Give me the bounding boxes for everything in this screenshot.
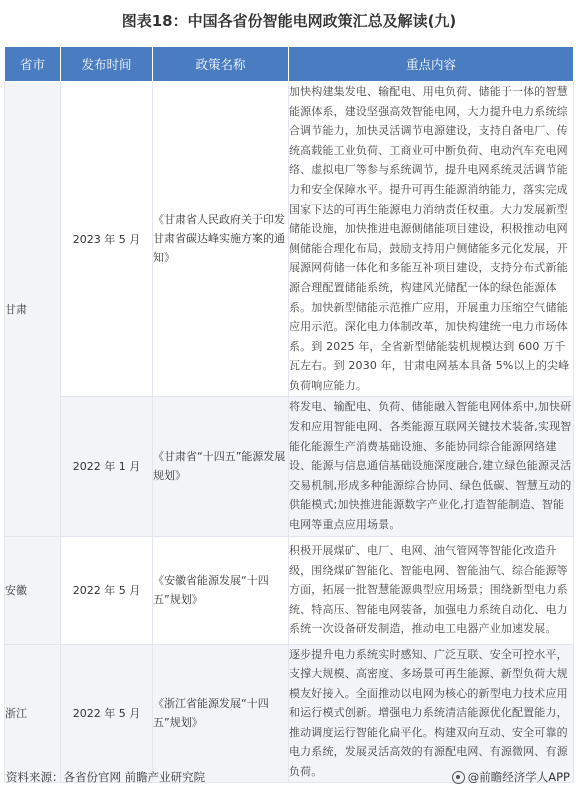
column-header-province: 省市 [5,47,61,82]
column-header-content: 重点内容 [289,47,574,82]
column-header-policy: 政策名称 [153,47,289,82]
camera-icon [452,771,465,784]
province-cell: 甘肃 [5,82,61,537]
date-cell: 2023 年 5 月 [61,82,153,397]
date-cell: 2022 年 5 月 [61,536,153,644]
content-cell: 积极开展煤矿、电厂、电网、油气管网等智能化改造升级，围绕煤矿智能化、智能电网、智能油气、综合能源等方面，拓展一批智慧能源典型应用场景；围绕新型电力系统、特高压、智能电网装备，加强电力系统自动化、电力系统一次设备研发制造，推动电工电器产业加速发展。 [289,536,574,644]
table-header-row [5,47,574,82]
policy-name-cell: 《安徽省能源发展“十四五”规划》 [153,536,289,644]
brand-label: @前瞻经济学人APP [467,770,570,784]
table-row [5,82,574,397]
province-cell: 安徽 [5,536,61,644]
column-header-date: 发布时间 [61,47,153,82]
date-cell: 2022 年 5 月 [61,644,153,782]
date-cell: 2022 年 1 月 [61,396,153,536]
source-note: 资料来源：各省份官网 前瞻产业研究院 [6,770,206,784]
content-cell: 逐步提升电力系统实时感知、广泛互联、安全可控水平，支撑大规模、高密度、多场景可再生能源、新型负荷大规模友好接入。全面推动以电网为核心的新型电力技术应用和运行模式创新。增强电力系统清洁能源优化配置能力，推动调度运行智能化扁平化。构建双向互动、安全可靠的电力系统，发展灵活高效的有源配电网、有源微网、有源负荷。 [289,644,574,782]
brand-credit [452,769,570,785]
page-title: 图表18：中国各省份智能电网政策汇总及解读(九) [121,12,457,30]
content-cell: 加快构建集发电、输配电、用电负荷、储能于一体的智慧能源体系，建设坚强高效智能电网，大力提升电力系统综合调节能力，加快灵活调节电源建设，支持自备电厂、传统高载能工业负荷、工商业可中断负荷、电动汽车充电网络、虚拟电厂等参与系统调节，提升电网系统灵活调节能力和安全保障水平。提升可再生能源消纳能力，落实完成国家下达的可再生能源电力消纳责任权重。大力发展新型储能设施，加快推进电源侧储能项目建设，积极推动电网侧储能合理化布局，鼓励支持用户侧储能多元化发展，开展源网荷储一体化和多能互补项目建设，支持分布式新能源合理配置储能系统，构建风光储配一体的绿色能源体系。加快新型储能示范推广应用，开展重力压缩空气储能应用示范。深化电力体制改革，加快构建统一电力市场体系。到 2025 年，全省新型储能装机规模达到 600 万千瓦左右。到 2030 年，甘肃电网基本具备 5%以上的尖峰负荷响应能力。 [289,82,574,397]
table-row [5,644,574,782]
policy-name-cell: 《甘肃省人民政府关于印发甘肃省碳达峰实施方案的通知》 [153,82,289,397]
table-row [5,536,574,644]
policy-table [4,46,574,783]
policy-name-cell: 《甘肃省“十四五”能源发展规划》 [153,396,289,536]
table-row [5,396,574,536]
policy-name-cell: 《浙江省能源发展“十四五”规划》 [153,644,289,782]
province-cell: 浙江 [5,644,61,782]
content-cell: 将发电、输配电、负荷、储能融入智能电网体系中,加快研发和应用智能电网、各类能源互联网关键技术装备,实现智能化能源生产消费基础设施、多能协同综合能源网络建设、能源与信息通信基础设施深度融合,建立绿色能源灵活交易机制,形成多种能源综合协同、绿色低碳、智慧互动的供能模式;加快推进能源数字产业化,打造智能制造、智能电网等重点应用场景。 [289,396,574,536]
